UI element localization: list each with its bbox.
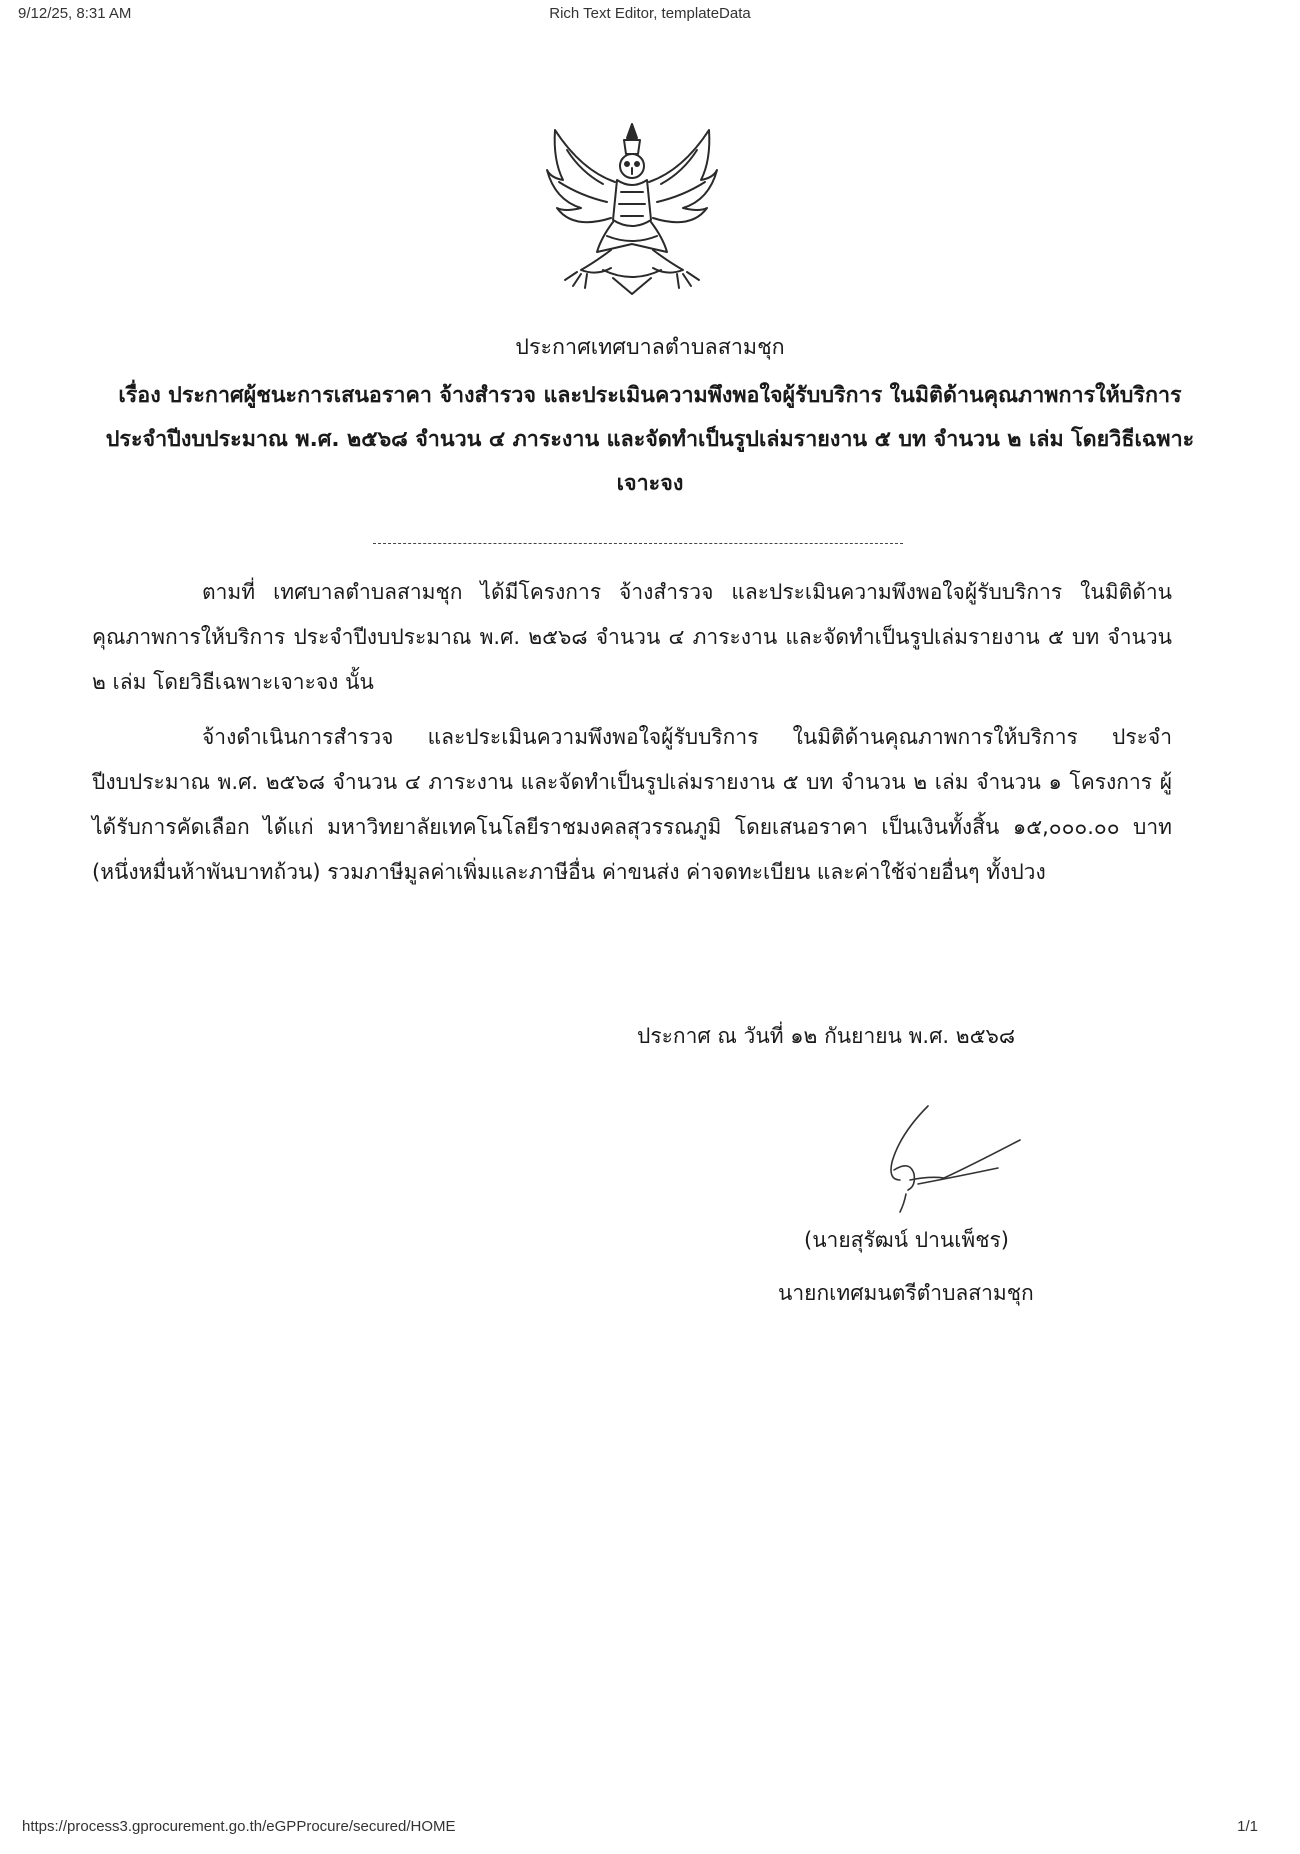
signer-position: นายกเทศมนตรีตำบลสามชุก [778,1281,1034,1305]
body-paragraph: จ้างดำเนินการสำรวจ และประเมินความพึงพอใจผู้รับบริการ ในมิติด้านคุณภาพการให้บริการ ประจำปีงบประมาณ พ.ศ. ๒๕๖๘ จำนวน ๔ ภาระงาน และจัดทำเป็นรูปเล่มรายงาน ๕ บท จำนวน ๒ เล่ม จำนวน ๑ โครงการ ผู้ได้รับการคัดเลือก ได้แก่ มหาวิทยาลัยเทคโนโลยีราชมงคลสุวรรณภูมิ โดยเสนอราคา เป็นเงินทั้งสิ้น ๑๕,๐๐๐.๐๐ บาท (หนึ่งหมื่นห้าพันบาทถ้วน) รวมภาษีมูลค่าเพิ่มและภาษีอื่น ค่าขนส่ง ค่าจดทะเบียน และค่าใช้จ่ายอื่นๆ ทั้งปวง [92,725,1172,884]
announcement-date: ประกาศ ณ วันที่ ๑๒ กันยายน พ.ศ. ๒๕๖๘ [637,1024,1016,1048]
print-url: https://process3.gprocurement.go.th/eGPProcure/secured/HOME [22,1818,456,1835]
signer-name: (นายสุรัฒน์ ปานเพ็ชร) [804,1228,1009,1252]
divider [373,543,903,544]
print-header [0,5,1300,27]
print-title: Rich Text Editor, templateData [549,5,751,22]
handwritten-signature-icon [870,1100,1030,1215]
body-paragraph: ตามที่ เทศบาลตำบลสามชุก ได้มีโครงการ จ้างสำรวจ และประเมินความพึงพอใจผู้รับบริการ ในมิติด้านคุณภาพการให้บริการ ประจำปีงบประมาณ พ.ศ. ๒๕๖๘ จำนวน ๔ ภาระงาน และจัดทำเป็นรูปเล่มรายงาน ๕ บท จำนวน ๒ เล่ม โดยวิธีเฉพาะเจาะจง นั้น [92,580,1172,694]
organization-heading: ประกาศเทศบาลตำบลสามชุก [515,335,785,360]
print-datetime: 9/12/25, 8:31 AM [18,5,132,22]
page-number: 1/1 [1237,1818,1258,1835]
garuda-emblem-icon [541,120,723,298]
document-subject: เรื่อง ประกาศผู้ชนะการเสนอราคา จ้างสำรวจ และประเมินความพึงพอใจผู้รับบริการ ในมิติด้านคุณภาพการให้บริการ ประจำปีงบประมาณ พ.ศ. ๒๕๖๘ จำนวน ๔ ภาระงาน และจัดทำเป็นรูปเล่มรายงาน ๕ บท จำนวน ๒ เล่ม โดยวิธีเฉพาะเจาะจง [105,383,1195,496]
